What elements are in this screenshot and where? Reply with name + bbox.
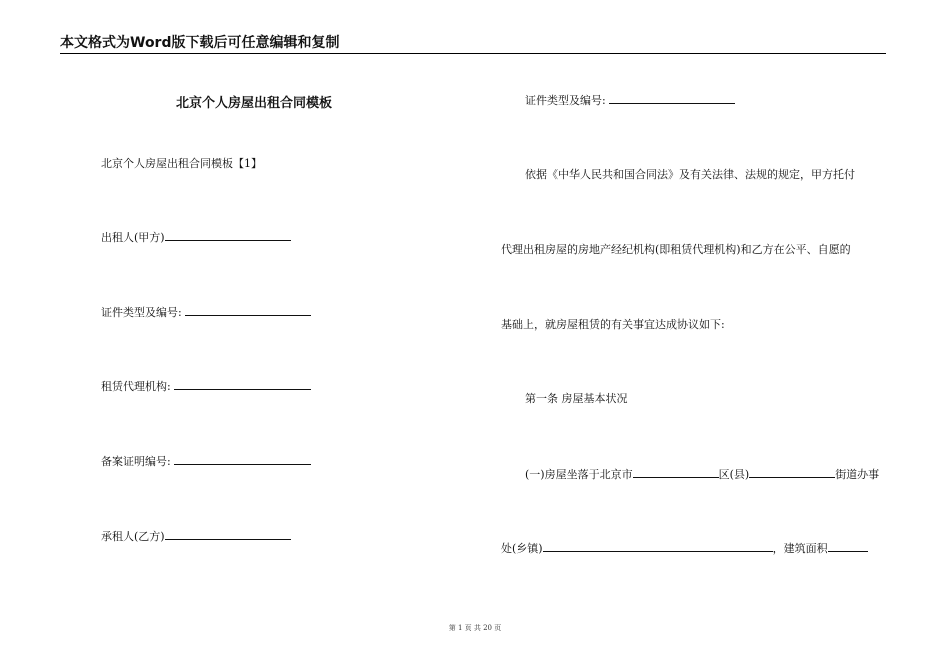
id-type-field-left — [101, 305, 311, 320]
filing-cert-blank — [174, 454, 311, 465]
district-blank — [749, 467, 835, 478]
item-1-line-1 — [525, 467, 879, 482]
item-1-prefix: (一)房屋坐落于北京市 — [525, 468, 633, 481]
id-type-label-right: 证件类型及编号: — [525, 94, 606, 107]
document-header: 本文格式为Word版下载后可任意编辑和复制 — [60, 34, 886, 54]
lessee-label: 承租人(乙方) — [101, 530, 165, 543]
agency-blank — [174, 379, 311, 390]
paragraph-1-line-3: 基础上，就房屋租赁的有关事宜达成协议如下: — [501, 318, 725, 331]
lessor-field — [101, 230, 291, 245]
paragraph-1-line-2: 代理出租房屋的房地产经纪机构(即租赁代理机构)和乙方在公平、自愿的 — [501, 243, 851, 256]
document-title: 北京个人房屋出租合同模板 — [176, 96, 333, 111]
filing-cert-label: 备案证明编号: — [101, 455, 171, 468]
article-1-title: 第一条 房屋基本状况 — [525, 392, 628, 405]
lessee-blank — [165, 529, 291, 540]
item-1-line-2 — [501, 541, 868, 556]
agency-field — [101, 379, 311, 394]
id-type-blank-right — [609, 93, 735, 104]
street-label: 街道办事 — [835, 468, 880, 481]
area-label: ，建筑面积 — [772, 542, 828, 555]
area-blank — [828, 541, 868, 552]
township-blank — [543, 541, 773, 552]
id-type-label: 证件类型及编号: — [101, 306, 182, 319]
lessor-label: 出租人(甲方) — [101, 231, 165, 244]
agency-label: 租赁代理机构: — [101, 380, 171, 393]
id-type-field-right — [525, 93, 735, 108]
district-label: 区(县) — [718, 468, 750, 481]
paragraph-1-line-1: 依据《中华人民共和国合同法》及有关法律、法规的规定，甲方托付 — [525, 168, 855, 181]
lessor-blank — [165, 230, 291, 241]
contract-subtitle: 北京个人房屋出租合同模板【1】 — [101, 157, 262, 170]
city-blank — [633, 467, 719, 478]
id-type-blank — [185, 305, 311, 316]
lessee-field — [101, 529, 291, 544]
township-label: 处(乡镇) — [501, 542, 543, 555]
filing-cert-field — [101, 454, 311, 469]
page-footer: 第 1 页 共 20 页 — [448, 624, 502, 632]
